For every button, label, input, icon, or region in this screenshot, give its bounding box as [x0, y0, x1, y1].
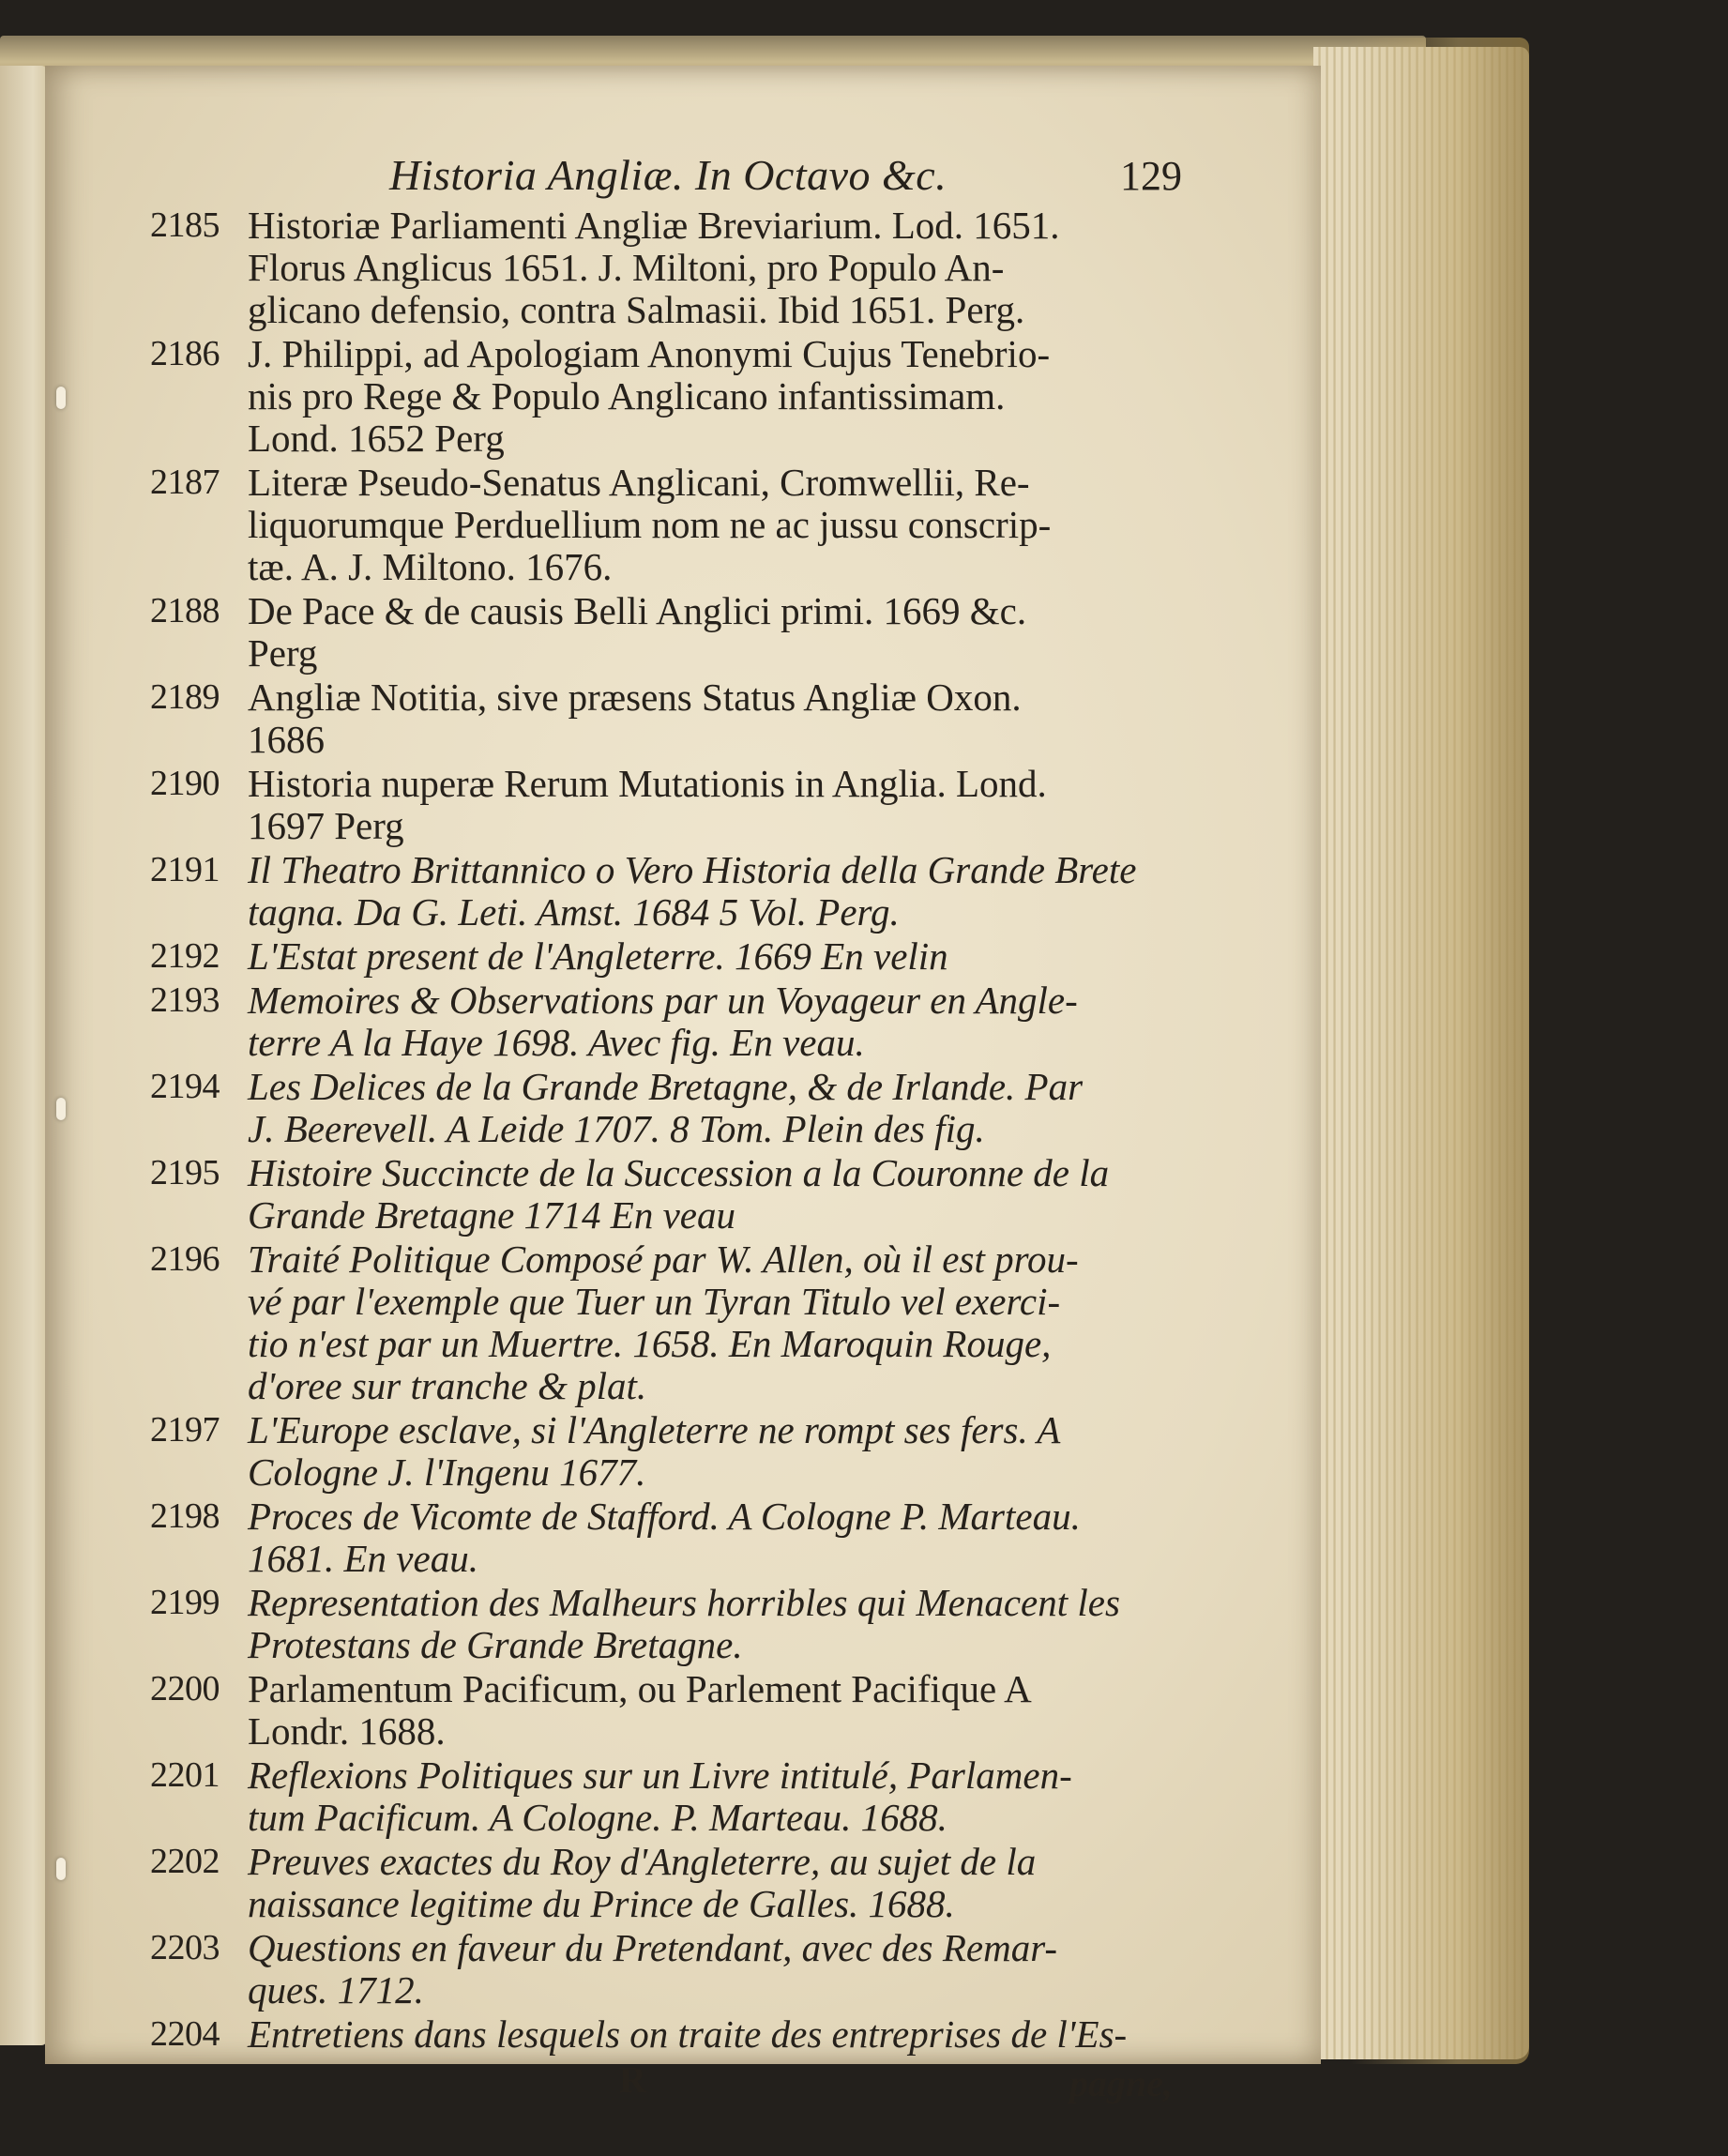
entry-number: 2186 [150, 334, 220, 373]
catalogue-entry [150, 1238, 1163, 1407]
entry-line: Grande Bretagne 1714 En veau [248, 1193, 735, 1237]
entry-text [248, 1238, 1163, 1407]
entry-number: 2197 [150, 1410, 220, 1450]
catalogue-text [150, 131, 1182, 2114]
entry-text [248, 333, 1163, 460]
stitch-mark [56, 1858, 66, 1880]
entry-line: J. Philippi, ad Apologiam Anonymi Cujus Tenebrio- [248, 332, 1051, 375]
entry-line: Proces de Vicomte de Stafford. A Cologne P. Marteau. [248, 1495, 1081, 1538]
entry-text [248, 763, 1163, 847]
catalogue-entry [150, 935, 1163, 978]
running-head-title: Historia Angliæ. In Octavo &c. [389, 151, 947, 199]
entry-line: Preuves exactes du Roy d'Angleterre, au sujet de la [248, 1840, 1037, 1883]
entry-number: 2200 [150, 1669, 220, 1708]
entry-number: 2204 [150, 2014, 220, 2054]
entry-line: Literæ Pseudo-Senatus Anglicani, Cromwellii, Re- [248, 461, 1030, 504]
entry-list [150, 205, 1163, 2056]
entry-line: Reflexions Politiques sur un Livre intitulé, Parlamen- [248, 1754, 1072, 1797]
entry-line: Historiæ Parliamenti Angliæ Breviarium. Lod. 1651. [248, 204, 1060, 247]
stitch-mark [56, 387, 66, 409]
entry-text [248, 1409, 1163, 1494]
entry-number: 2201 [150, 1755, 220, 1795]
entry-line: d'oree sur tranche & plat. [248, 1364, 647, 1407]
entry-line: naissance legitime du Prince de Galles. 1688. [248, 1882, 955, 1925]
entry-line: Memoires & Observations par un Voyageur en Angle- [248, 979, 1078, 1022]
catalogue-entry [150, 849, 1163, 934]
entry-line: J. Beerevell. A Leide 1707. 8 Tom. Plein des fig. [248, 1107, 985, 1150]
entry-text [248, 935, 1163, 978]
entry-line: Cologne J. l'Ingenu 1677. [248, 1450, 646, 1494]
page-number: 129 [1120, 153, 1182, 199]
stitch-mark [56, 1098, 66, 1120]
page-footer [150, 2057, 1173, 2114]
entry-number: 2195 [150, 1153, 220, 1192]
entry-text [248, 849, 1163, 934]
entry-number: 2203 [150, 1928, 220, 1967]
entry-line: Les Delices de la Grande Bretagne, & de Irlande. Par [248, 1065, 1084, 1108]
catalogue-entry [150, 1927, 1163, 2012]
entry-text [248, 1841, 1163, 1925]
entry-line: 1686 [248, 718, 325, 761]
entry-line: Lond. 1652 Perg [248, 417, 505, 460]
catalogue-entry [150, 462, 1163, 588]
entry-number: 2189 [150, 677, 220, 717]
entry-number: 2191 [150, 850, 220, 889]
entry-number: 2190 [150, 764, 220, 803]
entry-line: Londr. 1688. [248, 1709, 446, 1753]
entry-text [248, 1927, 1163, 2012]
catchword: pagne, [1069, 2062, 1173, 2104]
entry-line: Parlamentum Pacificum, ou Parlement Pacifique A [248, 1667, 1032, 1710]
catalogue-entry [150, 1754, 1163, 1839]
entry-line: tæ. A. J. Miltono. 1676. [248, 545, 613, 588]
entry-line: 1681. En veau. [248, 1537, 478, 1580]
entry-line: 1697 Perg [248, 804, 404, 847]
catalogue-entry [150, 590, 1163, 675]
catalogue-entry [150, 1066, 1163, 1150]
entry-number: 2202 [150, 1842, 220, 1881]
entry-text [248, 676, 1163, 761]
entry-line: tagna. Da G. Leti. Amst. 1684 5 Vol. Perg. [248, 890, 900, 934]
entry-number: 2188 [150, 591, 220, 630]
entry-line: nis pro Rege & Populo Anglicano infantissimam. [248, 374, 1006, 418]
entry-number: 2198 [150, 1496, 220, 1536]
entry-line: ques. 1712. [248, 1968, 424, 2012]
catalogue-entry [150, 1152, 1163, 1237]
entry-number: 2199 [150, 1583, 220, 1622]
entry-text [248, 979, 1163, 1064]
catalogue-entry [150, 979, 1163, 1064]
entry-line: Histoire Succincte de la Succession a la Couronne de la [248, 1151, 1110, 1194]
entry-line: Il Theatro Brittannico o Vero Historia della Grande Brete [248, 848, 1137, 891]
catalogue-entry [150, 763, 1163, 847]
catalogue-entry [150, 1409, 1163, 1494]
entry-text [248, 1496, 1163, 1580]
entry-number: 2194 [150, 1067, 220, 1106]
running-head [150, 131, 1182, 205]
entry-text [248, 1152, 1163, 1237]
entry-text [248, 1582, 1163, 1666]
entry-line: Entretiens dans lesquels on traite des entreprises de l'Es- [248, 2012, 1128, 2056]
entry-text [248, 2013, 1163, 2056]
entry-text [248, 462, 1163, 588]
catalogue-entry [150, 1841, 1163, 1925]
catalogue-entry [150, 333, 1163, 460]
signature-mark: R [619, 2058, 646, 2101]
entry-number: 2185 [150, 205, 220, 245]
entry-line: Representation des Malheurs horribles qui Menacent les [248, 1581, 1120, 1624]
catalogue-entry [150, 1668, 1163, 1753]
entry-number: 2193 [150, 980, 220, 1020]
facing-page-edge [0, 66, 47, 2045]
catalogue-entry [150, 1582, 1163, 1666]
entry-line: terre A la Haye 1698. Avec fig. En veau. [248, 1021, 865, 1064]
entry-number: 2187 [150, 463, 220, 502]
entry-text [248, 1066, 1163, 1150]
page-edges-shadow [1351, 38, 1529, 2064]
entry-text [248, 205, 1163, 331]
catalogue-entry [150, 676, 1163, 761]
catalogue-entry [150, 1496, 1163, 1580]
entry-line: glicano defensio, contra Salmasii. Ibid 1651. Perg. [248, 288, 1025, 331]
catalogue-entry [150, 205, 1163, 331]
entry-text [248, 590, 1163, 675]
entry-line: De Pace & de causis Belli Anglici primi. 1669 &c. [248, 589, 1027, 632]
entry-line: Traité Politique Composé par W. Allen, où il est prou- [248, 1237, 1079, 1281]
entry-line: tum Pacificum. A Cologne. P. Marteau. 1688. [248, 1796, 947, 1839]
entry-text [248, 1668, 1163, 1753]
entry-number: 2196 [150, 1239, 220, 1279]
entry-line: L'Estat present de l'Angleterre. 1669 En velin [248, 934, 948, 978]
entry-number: 2192 [150, 936, 220, 976]
entry-line: Florus Anglicus 1651. J. Miltoni, pro Populo An- [248, 246, 1005, 289]
entry-line: vé par l'exemple que Tuer un Tyran Titulo vel exerci- [248, 1280, 1061, 1323]
entry-line: Perg [248, 631, 318, 675]
entry-line: liquorumque Perduellium nom ne ac jussu conscrip- [248, 503, 1052, 546]
entry-line: Protestans de Grande Bretagne. [248, 1623, 743, 1666]
entry-text [248, 1754, 1163, 1839]
entry-line: L'Europe esclave, si l'Angleterre ne rompt ses fers. A [248, 1408, 1061, 1451]
entry-line: tio n'est par un Muertre. 1658. En Maroquin Rouge, [248, 1322, 1052, 1365]
entry-line: Historia nuperæ Rerum Mutationis in Anglia. Lond. [248, 762, 1047, 805]
entry-line: Angliæ Notitia, sive præsens Status Angliæ Oxon. [248, 676, 1022, 719]
catalogue-entry [150, 2013, 1163, 2056]
entry-line: Questions en faveur du Pretendant, avec des Remar- [248, 1926, 1057, 1969]
